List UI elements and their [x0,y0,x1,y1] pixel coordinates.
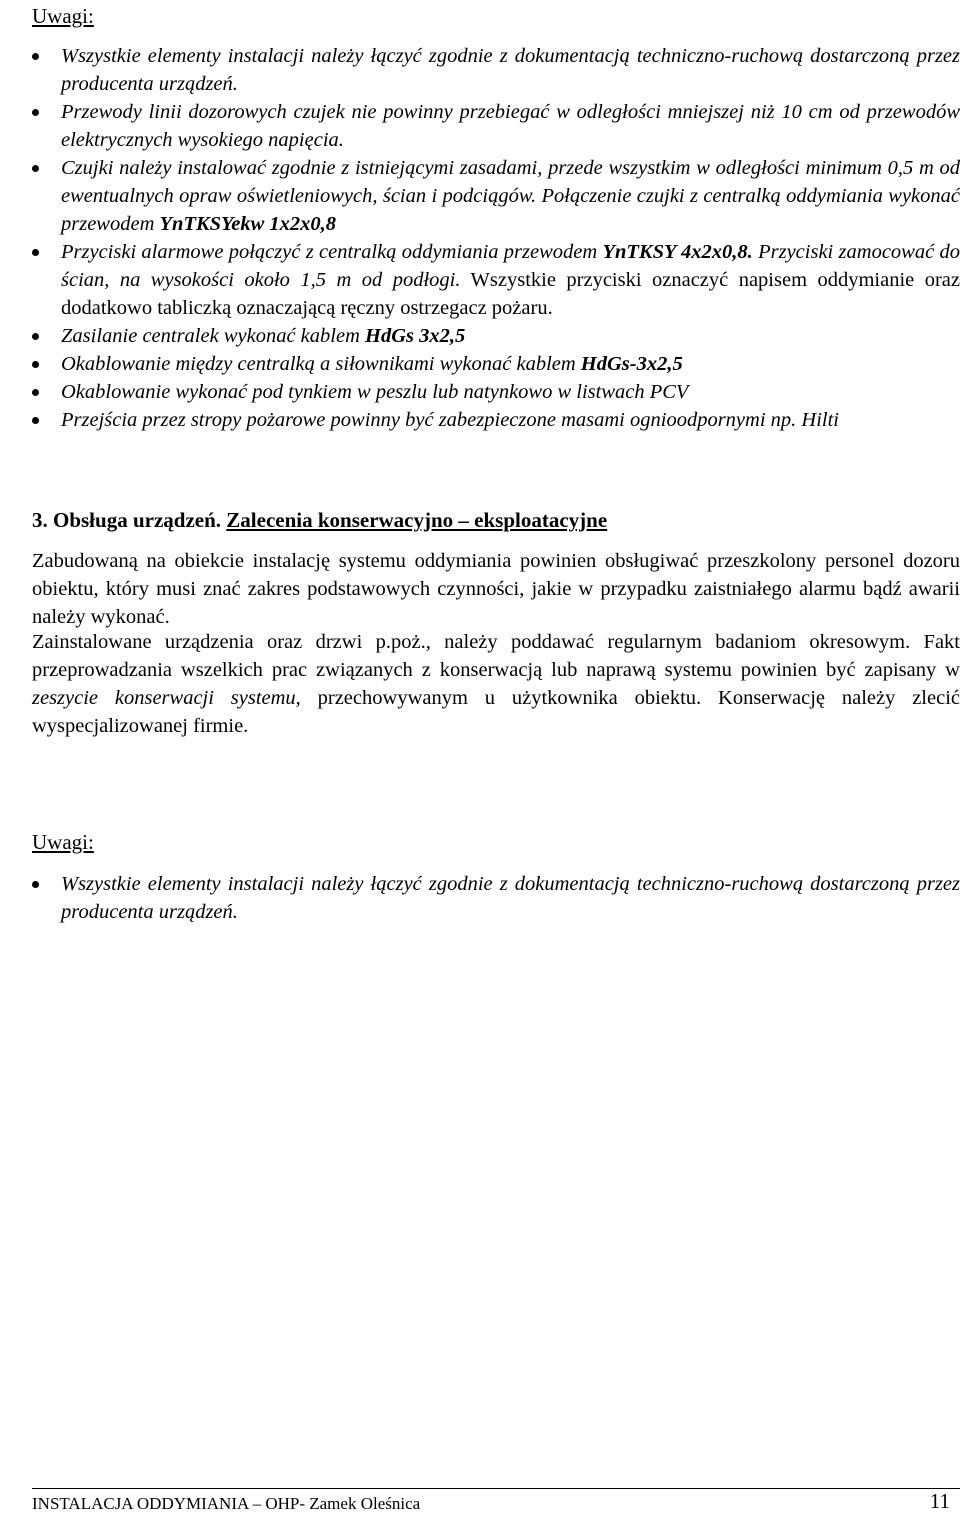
list-item: Przejścia przez stropy pożarowe powinny być zabezpieczone masami ognioodpornymi np. Hilti [32,406,960,434]
notes-heading: Uwagi: [32,4,94,28]
list-item: Czujki należy instalować zgodnie z istniejącymi zasadami, przede wszystkim w odległości minimum 0,5 m od ewentualnych opraw oświetleniowych, ścian i podciągów. Połączenie czujki z centralką oddymiania wykonać przewodem YnTKSYekw 1x2x0,8 [32,154,960,238]
notes-list [32,42,960,434]
list-item: Wszystkie elementy instalacji należy łączyć zgodnie z dokumentacją techniczno-ruchową dostarczoną przez producenta urządzeń. [32,870,960,926]
notes-list [32,870,960,926]
list-item: Zasilanie centralek wykonać kablem HdGs 3x2,5 [32,322,960,350]
section-number: 3. Obsługa urządzeń. [32,508,222,532]
paragraph: Zabudowaną na obiekcie instalację systemu oddymiania powinien obsługiwać przeszkolony personel dozoru obiektu, który musi znać zakres podstawowych czynności, jakie w przypadku zaistniałego alarmu bądź awarii należy wykonać. [32,550,960,628]
page-footer [32,1488,960,1513]
list-item: Przewody linii dozorowych czujek nie powinny przebiegać w odległości mniejszej niż 10 cm od przewodów elektrycznych wysokiego napięcia. [32,98,960,154]
section-title [32,506,607,534]
section-subtitle: Zalecenia konserwacyjno – eksploatacyjne [226,508,608,532]
list-item: Okablowanie między centralką a siłownikami wykonać kablem HdGs-3x2,5 [32,350,960,378]
page-number: 11 [929,1489,950,1513]
paragraph: Zainstalowane urządzenia oraz drzwi p.poż., należy poddawać regularnym badaniom okresowym. Fakt przeprowadzania wszelkich prac związanych z konserwacją lub naprawą systemu powinien być zapisany w zeszycie konserwacji systemu, przechowywanym u użytkownika obiektu. Konserwację należy zlecić wyspecjalizowanej firmie. [32,631,960,737]
footer-title: INSTALACJA ODDYMIANIA – OHP- Zamek Oleśnica [32,1494,421,1513]
list-item: Okablowanie wykonać pod tynkiem w peszlu lub natynkowo w listwach PCV [32,378,960,406]
notes-heading: Uwagi: [32,830,94,854]
list-item: Wszystkie elementy instalacji należy łączyć zgodnie z dokumentacją techniczno-ruchową dostarczoną przez producenta urządzeń. [32,42,960,98]
list-item: Przyciski alarmowe połączyć z centralką oddymiania przewodem YnTKSY 4x2x0,8. Przyciski zamocować do ścian, na wysokości około 1,5 m od podłogi. Wszystkie przyciski oznaczyć napisem oddymianie oraz dodatkowo tabliczką oznaczającą ręczny ostrzegacz pożaru. [32,238,960,322]
